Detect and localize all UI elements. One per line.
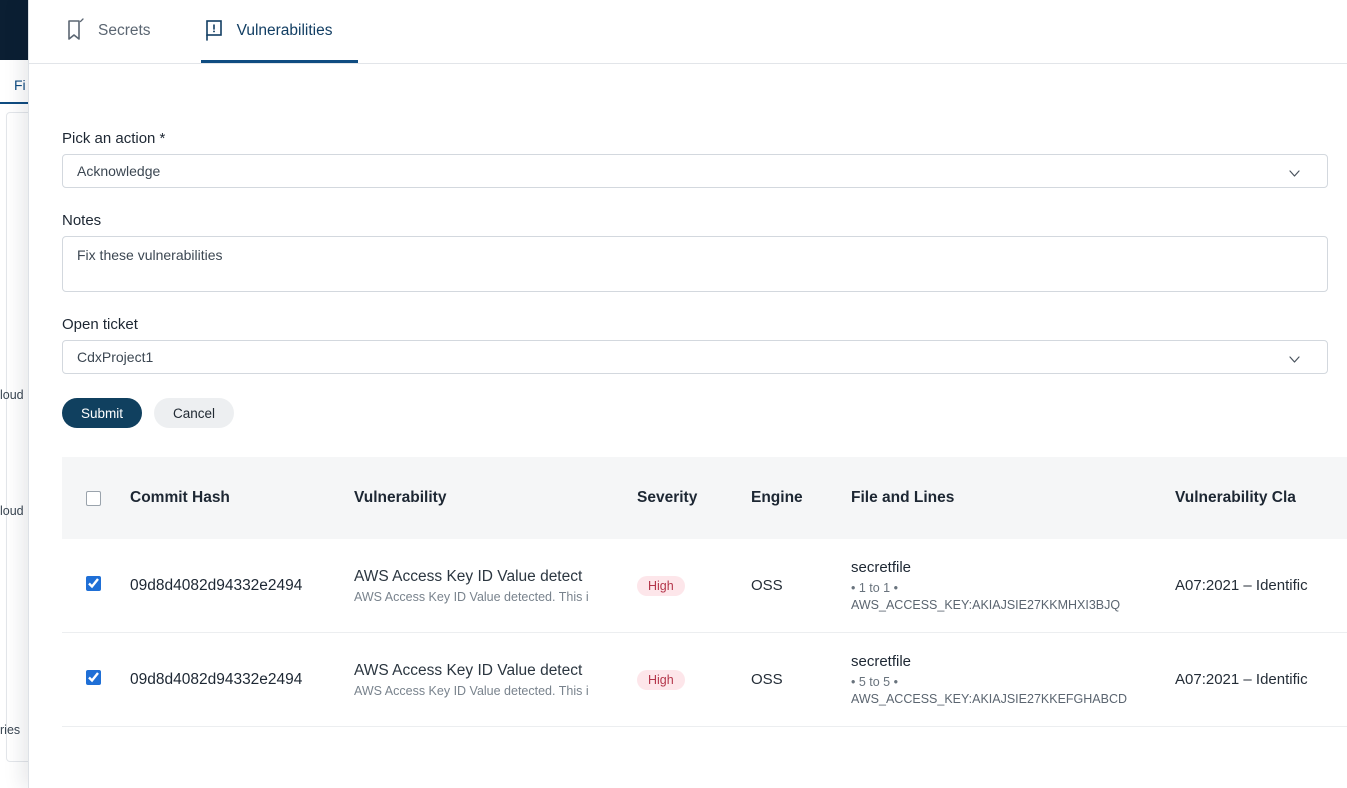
engine-value: OSS [751, 671, 783, 688]
vulnerability-title: AWS Access Key ID Value detect [354, 567, 583, 585]
header-severity[interactable]: Severity [637, 457, 751, 539]
file-lines: • 1 to 1 • [851, 581, 898, 595]
row-engine [751, 539, 851, 633]
header-commit-hash[interactable]: Commit Hash [130, 457, 354, 539]
pick-action-value: Acknowledge [77, 163, 161, 179]
engine-value: OSS [751, 577, 783, 594]
submit-button[interactable]: Submit [62, 398, 142, 428]
tab-secrets[interactable] [62, 0, 177, 63]
vulnerability-title: AWS Access Key ID Value detect [354, 661, 583, 679]
row-checkbox[interactable] [86, 576, 101, 591]
background-tab-label: Fi [14, 77, 26, 93]
panel-tabs [29, 0, 1347, 64]
status-badge: High [637, 670, 685, 690]
file-secret-value: AWS_ACCESS_KEY:AKIAJSIE27KKEFGHABCD [851, 692, 1128, 706]
row-checkbox-cell[interactable] [62, 633, 130, 727]
row-vulnerability [354, 539, 637, 633]
background-text-1: loud [0, 388, 24, 402]
file-lines: • 5 to 5 • [851, 675, 898, 689]
background-text-2: loud [0, 504, 24, 518]
header-engine[interactable]: Engine [751, 457, 851, 539]
row-commit-hash [130, 633, 354, 727]
file-name: secretfile [851, 559, 912, 576]
tab-vulnerabilities-label: Vulnerabilities [236, 22, 333, 39]
vulnerability-action-panel [28, 0, 1347, 788]
action-form [29, 64, 1347, 727]
row-file-and-lines [851, 633, 1175, 727]
header-file-and-lines[interactable]: File and Lines [851, 457, 1175, 539]
header-select-all[interactable] [62, 457, 130, 539]
file-name: secretfile [851, 653, 912, 670]
select-all-checkbox[interactable] [86, 491, 101, 506]
table-header [62, 457, 1347, 539]
notes-input[interactable] [62, 236, 1328, 292]
pick-action-select-wrap [62, 154, 1314, 188]
cancel-button[interactable]: Cancel [154, 398, 234, 428]
row-vulnerability-class [1175, 633, 1347, 727]
form-buttons [62, 398, 1314, 428]
open-ticket-value: CdxProject1 [77, 349, 154, 365]
table-row[interactable] [62, 633, 1347, 727]
table-body [62, 539, 1347, 727]
tab-vulnerabilities[interactable] [201, 0, 359, 63]
row-severity [637, 633, 751, 727]
tab-secrets-label: Secrets [98, 22, 151, 39]
background-text-3: ries [0, 723, 21, 737]
pick-action-label: Pick an action * [62, 130, 166, 147]
bookmark-icon [64, 18, 86, 42]
pick-action-select[interactable] [62, 154, 1328, 188]
file-secret-value: AWS_ACCESS_KEY:AKIAJSIE27KKMHXI3BJQ [851, 598, 1121, 612]
vulnerabilities-table [62, 457, 1347, 727]
table-row[interactable] [62, 539, 1347, 633]
commit-hash-value: 09d8d4082d94332e2494 [130, 576, 303, 594]
commit-hash-value: 09d8d4082d94332e2494 [130, 670, 303, 688]
row-file-and-lines [851, 539, 1175, 633]
row-vulnerability [354, 633, 637, 727]
status-badge: High [637, 576, 685, 596]
open-ticket-select[interactable] [62, 340, 1328, 374]
vulnerability-description: AWS Access Key ID Value detected. This i [354, 589, 589, 604]
header-vulnerability[interactable]: Vulnerability [354, 457, 637, 539]
open-ticket-select-wrap [62, 340, 1314, 374]
vulnerability-class-value: A07:2021 – Identific [1175, 577, 1308, 594]
vulnerability-class-value: A07:2021 – Identific [1175, 671, 1308, 688]
open-ticket-label: Open ticket [62, 316, 138, 333]
row-commit-hash [130, 539, 354, 633]
header-vulnerability-class[interactable]: Vulnerability Cla [1175, 457, 1347, 539]
row-severity [637, 539, 751, 633]
row-checkbox-cell[interactable] [62, 539, 130, 633]
background-top-nav [0, 0, 28, 60]
row-engine [751, 633, 851, 727]
vulnerability-description: AWS Access Key ID Value detected. This i [354, 683, 589, 698]
flag-warning-icon [203, 18, 225, 42]
table-header-row [62, 457, 1347, 539]
notes-label: Notes [62, 212, 102, 229]
row-checkbox[interactable] [86, 670, 101, 685]
row-vulnerability-class [1175, 539, 1347, 633]
